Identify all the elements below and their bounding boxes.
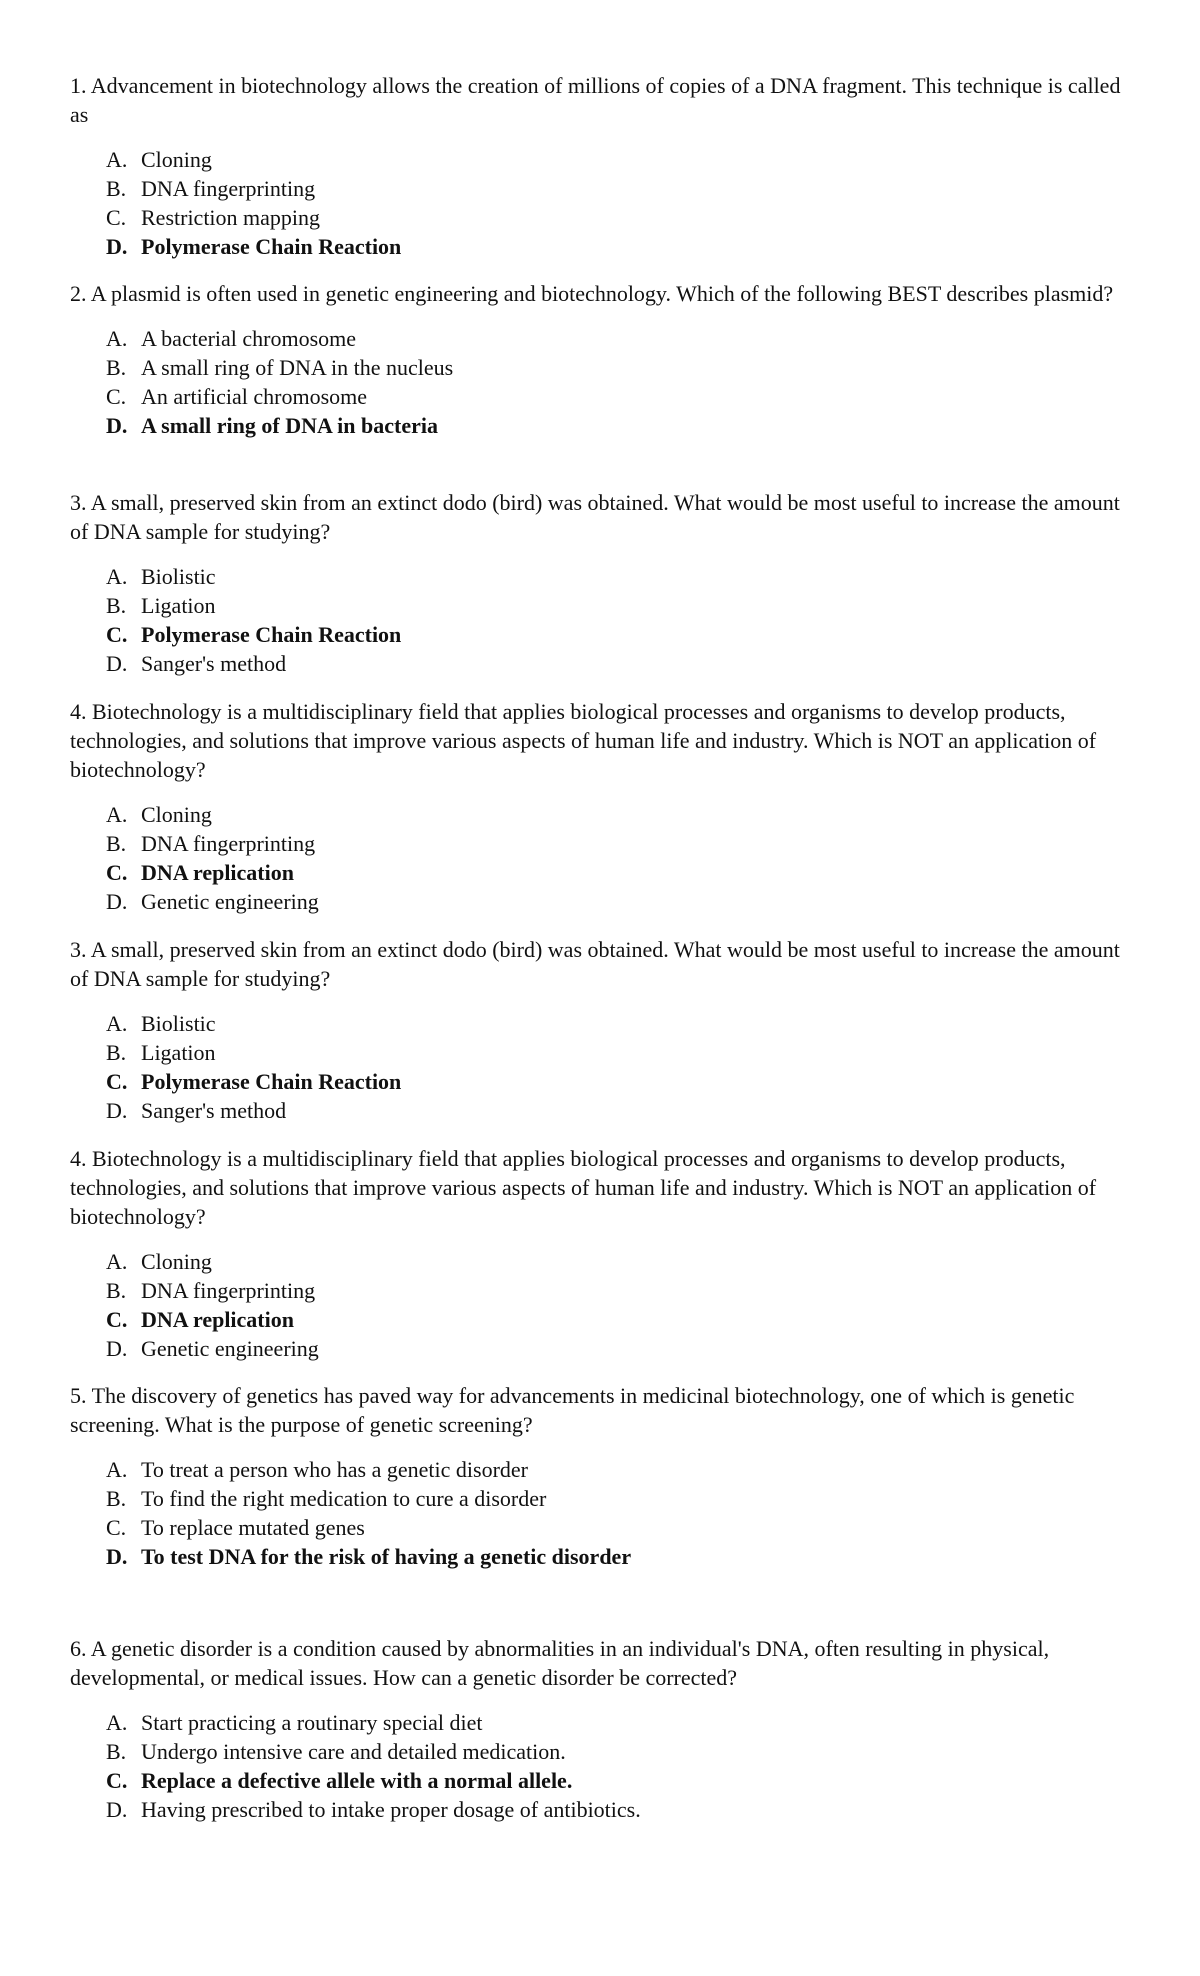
option-item — [106, 1737, 1140, 1766]
option-text: An artificial chromosome — [141, 384, 368, 409]
option-text: A small ring of DNA in the nucleus — [141, 355, 454, 380]
option-letter: D. — [106, 1797, 128, 1822]
question-block — [70, 1634, 1140, 1824]
option-list — [70, 1247, 1140, 1363]
option-letter: B. — [106, 1739, 127, 1764]
option-item — [106, 591, 1140, 620]
option-item-correct — [106, 1305, 1140, 1334]
question-text: 3. A small, preserved skin from an extinct dodo (bird) was obtained. What would be most useful to increase the amount of DNA sample for studying? — [70, 937, 1120, 991]
option-letter: D. — [106, 889, 128, 914]
option-text: Polymerase Chain Reaction — [141, 234, 402, 259]
option-item — [106, 1513, 1140, 1542]
option-letter: B. — [106, 593, 127, 618]
option-item — [106, 324, 1140, 353]
question-text: 4. Biotechnology is a multidisciplinary field that applies biological processes and organisms to develop products, technologies, and solutions that improve various aspects of human life and industry. Which is NOT an application of biotechnology? — [70, 1146, 1097, 1229]
question-text: 1. Advancement in biotechnology allows the creation of millions of copies of a DNA fragment. This technique is called as — [70, 73, 1121, 127]
option-letter: C. — [106, 384, 127, 409]
option-item — [106, 887, 1140, 916]
option-text: Cloning — [141, 1249, 212, 1274]
option-letter: B. — [106, 1278, 127, 1303]
option-text: Ligation — [141, 593, 216, 618]
option-text: DNA fingerprinting — [141, 831, 316, 856]
option-item-correct — [106, 1542, 1140, 1571]
option-list — [70, 562, 1140, 678]
question-text: 3. A small, preserved skin from an extinct dodo (bird) was obtained. What would be most useful to increase the amount of DNA sample for studying? — [70, 490, 1120, 544]
question-block — [70, 935, 1140, 1125]
question-block — [70, 488, 1140, 678]
option-letter: C. — [106, 205, 127, 230]
question-text: 4. Biotechnology is a multidisciplinary field that applies biological processes and organisms to develop products, technologies, and solutions that improve various aspects of human life and industry. Which is NOT an application of biotechnology? — [70, 699, 1097, 782]
option-list — [70, 324, 1140, 440]
option-text: To test DNA for the risk of having a genetic disorder — [141, 1544, 632, 1569]
option-letter: D. — [106, 651, 128, 676]
option-list — [70, 1009, 1140, 1125]
option-item-correct — [106, 411, 1140, 440]
option-text: Ligation — [141, 1040, 216, 1065]
option-item — [106, 1484, 1140, 1513]
option-item — [106, 1038, 1140, 1067]
option-letter: C. — [106, 1515, 127, 1540]
question-block — [70, 279, 1140, 440]
option-text: To treat a person who has a genetic disorder — [141, 1457, 528, 1482]
option-letter: C. — [106, 860, 128, 885]
question-block — [70, 71, 1140, 261]
option-item — [106, 1455, 1140, 1484]
option-text: Undergo intensive care and detailed medication. — [141, 1739, 566, 1764]
option-item-correct — [106, 232, 1140, 261]
option-item-correct — [106, 1067, 1140, 1096]
option-text: Sanger's method — [141, 1098, 287, 1123]
option-item — [106, 1795, 1140, 1824]
option-item — [106, 829, 1140, 858]
question-text: 6. A genetic disorder is a condition caused by abnormalities in an individual's DNA, often resulting in physical, developmental, or medical issues. How can a genetic disorder be corrected? — [70, 1636, 1050, 1690]
option-text: Cloning — [141, 802, 212, 827]
option-letter: A. — [106, 1011, 128, 1036]
option-letter: D. — [106, 1544, 128, 1569]
option-text: Genetic engineering — [141, 1336, 319, 1361]
option-text: To find the right medication to cure a disorder — [141, 1486, 547, 1511]
option-item — [106, 353, 1140, 382]
option-item — [106, 382, 1140, 411]
option-letter: A. — [106, 1710, 128, 1735]
option-text: Polymerase Chain Reaction — [141, 622, 402, 647]
option-text: A small ring of DNA in bacteria — [141, 413, 438, 438]
option-list — [70, 1708, 1140, 1824]
option-letter: B. — [106, 831, 127, 856]
option-item — [106, 1708, 1140, 1737]
question-block — [70, 1381, 1140, 1571]
option-text: Having prescribed to intake proper dosage of antibiotics. — [141, 1797, 641, 1822]
option-text: A bacterial chromosome — [141, 326, 357, 351]
option-letter: A. — [106, 802, 128, 827]
option-text: Genetic engineering — [141, 889, 319, 914]
option-item-correct — [106, 620, 1140, 649]
option-text: Polymerase Chain Reaction — [141, 1069, 402, 1094]
option-item — [106, 649, 1140, 678]
option-text: Replace a defective allele with a normal allele. — [141, 1768, 573, 1793]
option-letter: B. — [106, 1040, 127, 1065]
option-text: To replace mutated genes — [141, 1515, 365, 1540]
option-item — [106, 174, 1140, 203]
option-letter: A. — [106, 147, 128, 172]
option-letter: B. — [106, 1486, 127, 1511]
option-letter: A. — [106, 1249, 128, 1274]
option-letter: A. — [106, 326, 128, 351]
option-item — [106, 1096, 1140, 1125]
option-letter: A. — [106, 1457, 128, 1482]
option-letter: C. — [106, 622, 128, 647]
option-item — [106, 203, 1140, 232]
option-item — [106, 1334, 1140, 1363]
option-letter: D. — [106, 234, 128, 259]
option-letter: B. — [106, 176, 127, 201]
option-text: Biolistic — [141, 564, 216, 589]
option-letter: C. — [106, 1307, 128, 1332]
option-letter: D. — [106, 1098, 128, 1123]
option-item — [106, 562, 1140, 591]
option-list — [70, 145, 1140, 261]
option-text: DNA fingerprinting — [141, 1278, 316, 1303]
option-text: Start practicing a routinary special diet — [141, 1710, 483, 1735]
option-item — [106, 1247, 1140, 1276]
option-letter: C. — [106, 1768, 128, 1793]
question-block — [70, 1144, 1140, 1363]
option-text: Sanger's method — [141, 651, 287, 676]
option-text: Cloning — [141, 147, 212, 172]
option-item — [106, 1009, 1140, 1038]
option-letter: B. — [106, 355, 127, 380]
option-text: DNA replication — [141, 860, 294, 885]
option-item — [106, 800, 1140, 829]
option-item — [106, 1276, 1140, 1305]
question-block — [70, 697, 1140, 916]
option-item — [106, 145, 1140, 174]
option-text: DNA replication — [141, 1307, 294, 1332]
option-letter: D. — [106, 1336, 128, 1361]
option-text: Restriction mapping — [141, 205, 321, 230]
option-item-correct — [106, 858, 1140, 887]
question-text: 5. The discovery of genetics has paved way for advancements in medicinal biotechnology, one of which is genetic screening. What is the purpose of genetic screening? — [70, 1383, 1075, 1437]
option-item-correct — [106, 1766, 1140, 1795]
option-letter: D. — [106, 413, 128, 438]
option-letter: A. — [106, 564, 128, 589]
option-text: DNA fingerprinting — [141, 176, 316, 201]
option-text: Biolistic — [141, 1011, 216, 1036]
option-letter: C. — [106, 1069, 128, 1094]
question-text: 2. A plasmid is often used in genetic engineering and biotechnology. Which of the following BEST describes plasmid? — [70, 281, 1114, 306]
option-list — [70, 800, 1140, 916]
option-list — [70, 1455, 1140, 1571]
